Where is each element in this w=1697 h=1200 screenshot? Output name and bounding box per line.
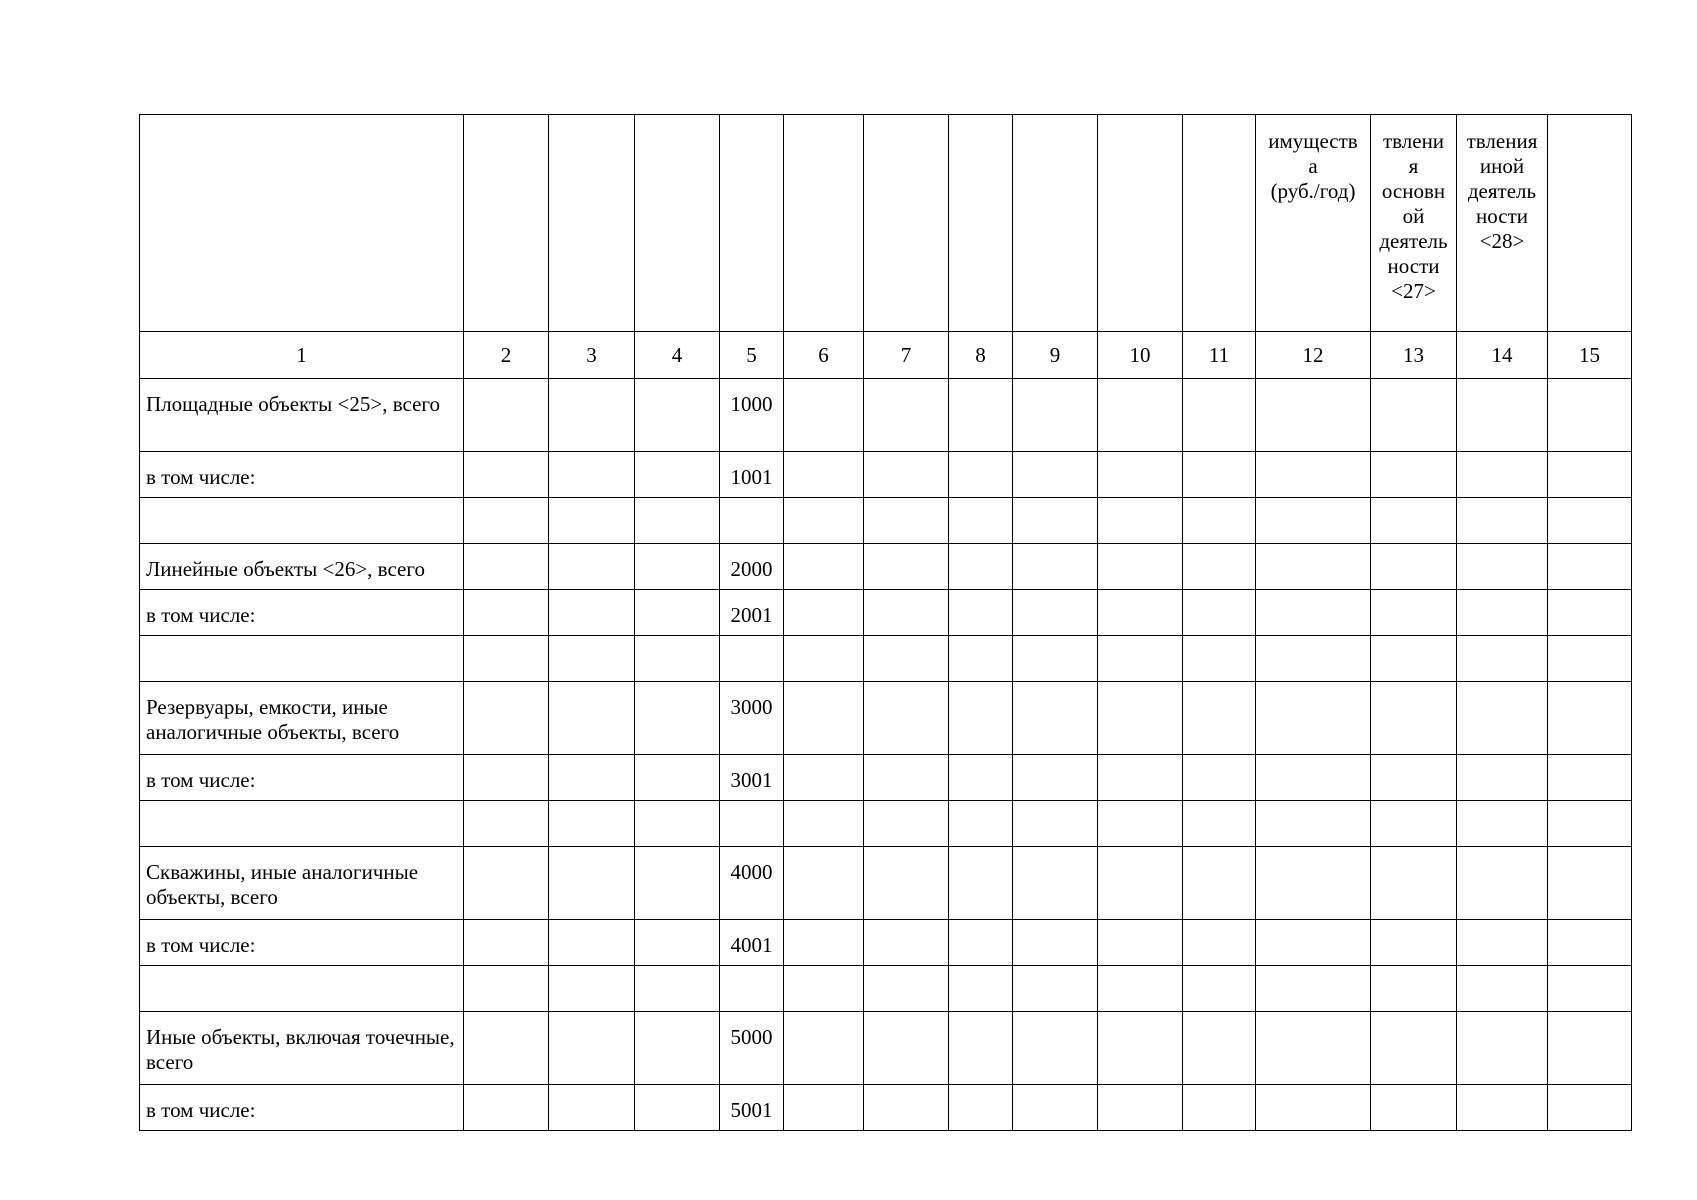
empty-cell xyxy=(635,1085,720,1131)
empty-cell xyxy=(1183,847,1256,920)
empty-cell xyxy=(635,636,720,682)
empty-cell xyxy=(549,1012,635,1085)
empty-cell xyxy=(1457,682,1548,755)
empty-cell xyxy=(1098,801,1183,847)
empty-cell xyxy=(1371,847,1457,920)
empty-cell xyxy=(1013,636,1098,682)
column-number: 13 xyxy=(1371,332,1457,379)
empty-cell xyxy=(1256,920,1371,966)
empty-cell xyxy=(1457,801,1548,847)
row-label: Резервуары, емкости, иные аналогичные объекты, всего xyxy=(140,682,464,755)
empty-cell xyxy=(1371,920,1457,966)
empty-cell xyxy=(1098,1085,1183,1131)
empty-cell xyxy=(549,801,635,847)
empty-cell xyxy=(1098,1012,1183,1085)
empty-cell xyxy=(1548,801,1632,847)
empty-cell xyxy=(1256,682,1371,755)
row-label xyxy=(140,966,464,1012)
empty-cell xyxy=(1548,1085,1632,1131)
empty-cell xyxy=(1548,636,1632,682)
row-label: Иные объекты, включая точечные, всего xyxy=(140,1012,464,1085)
row-code xyxy=(720,498,784,544)
header-cell-5 xyxy=(720,115,784,332)
empty-cell xyxy=(1548,1012,1632,1085)
empty-cell xyxy=(1457,544,1548,590)
empty-cell xyxy=(1457,452,1548,498)
column-number: 1 xyxy=(140,332,464,379)
empty-cell xyxy=(949,379,1013,452)
empty-cell xyxy=(864,379,949,452)
empty-cell xyxy=(1457,379,1548,452)
empty-cell xyxy=(464,379,549,452)
empty-cell xyxy=(1256,498,1371,544)
empty-cell xyxy=(549,1085,635,1131)
empty-cell xyxy=(784,379,864,452)
empty-cell xyxy=(864,966,949,1012)
empty-cell xyxy=(464,755,549,801)
column-number: 9 xyxy=(1013,332,1098,379)
empty-cell xyxy=(1371,755,1457,801)
empty-cell xyxy=(635,801,720,847)
column-number: 3 xyxy=(549,332,635,379)
empty-cell xyxy=(1256,755,1371,801)
empty-cell xyxy=(464,1085,549,1131)
empty-cell xyxy=(864,452,949,498)
empty-cell xyxy=(1548,379,1632,452)
empty-cell xyxy=(864,755,949,801)
empty-cell xyxy=(949,590,1013,636)
column-number: 6 xyxy=(784,332,864,379)
empty-cell xyxy=(1098,544,1183,590)
empty-cell xyxy=(864,920,949,966)
table-row xyxy=(140,1012,1632,1085)
empty-cell xyxy=(1371,379,1457,452)
empty-cell xyxy=(1548,452,1632,498)
empty-cell xyxy=(784,544,864,590)
empty-cell xyxy=(1256,1085,1371,1131)
objects-table xyxy=(139,114,1632,1131)
column-number-row xyxy=(140,332,1632,379)
empty-cell xyxy=(464,966,549,1012)
row-code xyxy=(720,636,784,682)
empty-cell xyxy=(1183,544,1256,590)
empty-cell xyxy=(635,966,720,1012)
empty-cell xyxy=(549,544,635,590)
empty-cell xyxy=(1371,636,1457,682)
empty-cell xyxy=(549,847,635,920)
empty-cell xyxy=(1371,801,1457,847)
empty-cell xyxy=(1256,966,1371,1012)
empty-cell xyxy=(464,682,549,755)
empty-cell xyxy=(464,452,549,498)
empty-cell xyxy=(949,1012,1013,1085)
empty-cell xyxy=(784,1012,864,1085)
row-code: 2000 xyxy=(720,544,784,590)
row-code: 5000 xyxy=(720,1012,784,1085)
row-code: 1001 xyxy=(720,452,784,498)
empty-cell xyxy=(1183,1085,1256,1131)
empty-cell xyxy=(949,755,1013,801)
header-cell-9 xyxy=(1013,115,1098,332)
empty-cell xyxy=(635,682,720,755)
empty-cell xyxy=(635,590,720,636)
empty-cell xyxy=(1371,1085,1457,1131)
empty-cell xyxy=(1013,498,1098,544)
empty-cell xyxy=(949,682,1013,755)
empty-cell xyxy=(1457,498,1548,544)
empty-cell xyxy=(1013,1085,1098,1131)
empty-cell xyxy=(864,636,949,682)
header-cell-12: имуществ а (руб./год) xyxy=(1256,115,1371,332)
row-code: 5001 xyxy=(720,1085,784,1131)
empty-cell xyxy=(1183,966,1256,1012)
empty-cell xyxy=(549,755,635,801)
empty-cell xyxy=(549,590,635,636)
empty-cell xyxy=(464,847,549,920)
empty-cell xyxy=(1371,590,1457,636)
empty-cell xyxy=(1183,590,1256,636)
empty-cell xyxy=(1256,544,1371,590)
empty-cell xyxy=(1457,847,1548,920)
empty-cell xyxy=(1457,755,1548,801)
table-row xyxy=(140,590,1632,636)
header-cell-4 xyxy=(635,115,720,332)
empty-cell xyxy=(949,920,1013,966)
empty-cell xyxy=(1098,498,1183,544)
row-label: в том числе: xyxy=(140,755,464,801)
empty-cell xyxy=(1457,636,1548,682)
table-row xyxy=(140,498,1632,544)
row-label: Скважины, иные аналогичные объекты, всего xyxy=(140,847,464,920)
empty-cell xyxy=(1457,590,1548,636)
empty-cell xyxy=(864,544,949,590)
empty-cell xyxy=(1457,1012,1548,1085)
empty-cell xyxy=(784,755,864,801)
empty-cell xyxy=(1098,755,1183,801)
empty-cell xyxy=(1013,966,1098,1012)
table-row xyxy=(140,682,1632,755)
header-row xyxy=(140,115,1632,332)
empty-cell xyxy=(1256,1012,1371,1085)
header-cell-3 xyxy=(549,115,635,332)
empty-cell xyxy=(1548,920,1632,966)
empty-cell xyxy=(949,636,1013,682)
empty-cell xyxy=(549,636,635,682)
empty-cell xyxy=(1183,1012,1256,1085)
header-cell-14: твления иной деятель ности <28> xyxy=(1457,115,1548,332)
row-label xyxy=(140,498,464,544)
table-row xyxy=(140,801,1632,847)
empty-cell xyxy=(549,379,635,452)
empty-cell xyxy=(1013,920,1098,966)
empty-cell xyxy=(1256,636,1371,682)
header-cell-11 xyxy=(1183,115,1256,332)
row-label: в том числе: xyxy=(140,1085,464,1131)
empty-cell xyxy=(784,920,864,966)
table-row xyxy=(140,755,1632,801)
empty-cell xyxy=(1371,498,1457,544)
empty-cell xyxy=(635,452,720,498)
empty-cell xyxy=(1256,452,1371,498)
empty-cell xyxy=(864,1085,949,1131)
empty-cell xyxy=(1183,682,1256,755)
empty-cell xyxy=(1548,847,1632,920)
empty-cell xyxy=(464,920,549,966)
empty-cell xyxy=(464,544,549,590)
empty-cell xyxy=(1371,544,1457,590)
empty-cell xyxy=(1098,920,1183,966)
column-number: 4 xyxy=(635,332,720,379)
empty-cell xyxy=(1548,498,1632,544)
empty-cell xyxy=(864,682,949,755)
empty-cell xyxy=(1371,682,1457,755)
empty-cell xyxy=(464,636,549,682)
empty-cell xyxy=(549,920,635,966)
empty-cell xyxy=(1013,755,1098,801)
header-cell-8 xyxy=(949,115,1013,332)
empty-cell xyxy=(864,1012,949,1085)
empty-cell xyxy=(635,847,720,920)
empty-cell xyxy=(464,498,549,544)
column-number: 8 xyxy=(949,332,1013,379)
table-row xyxy=(140,636,1632,682)
empty-cell xyxy=(949,452,1013,498)
header-cell-15 xyxy=(1548,115,1632,332)
empty-cell xyxy=(784,498,864,544)
table-row xyxy=(140,544,1632,590)
empty-cell xyxy=(1183,755,1256,801)
empty-cell xyxy=(1371,966,1457,1012)
row-label: в том числе: xyxy=(140,920,464,966)
table-row xyxy=(140,847,1632,920)
empty-cell xyxy=(864,801,949,847)
column-number: 15 xyxy=(1548,332,1632,379)
empty-cell xyxy=(549,682,635,755)
empty-cell xyxy=(864,847,949,920)
empty-cell xyxy=(1457,966,1548,1012)
empty-cell xyxy=(1371,452,1457,498)
empty-cell xyxy=(635,920,720,966)
empty-cell xyxy=(635,498,720,544)
header-cell-1 xyxy=(140,115,464,332)
empty-cell xyxy=(784,590,864,636)
empty-cell xyxy=(549,498,635,544)
empty-cell xyxy=(864,498,949,544)
empty-cell xyxy=(464,801,549,847)
empty-cell xyxy=(784,452,864,498)
empty-cell xyxy=(1013,544,1098,590)
empty-cell xyxy=(1256,801,1371,847)
empty-cell xyxy=(1256,590,1371,636)
row-code: 4001 xyxy=(720,920,784,966)
empty-cell xyxy=(784,966,864,1012)
empty-cell xyxy=(1013,379,1098,452)
empty-cell xyxy=(949,966,1013,1012)
empty-cell xyxy=(1548,590,1632,636)
header-cell-13: твлени я основн ой деятель ности <27> xyxy=(1371,115,1457,332)
row-label: в том числе: xyxy=(140,452,464,498)
table-row xyxy=(140,452,1632,498)
empty-cell xyxy=(1548,682,1632,755)
table-body xyxy=(140,379,1632,1131)
column-number: 5 xyxy=(720,332,784,379)
empty-cell xyxy=(1256,379,1371,452)
empty-cell xyxy=(1371,1012,1457,1085)
empty-cell xyxy=(784,847,864,920)
empty-cell xyxy=(635,755,720,801)
empty-cell xyxy=(1457,1085,1548,1131)
empty-cell xyxy=(1098,966,1183,1012)
header-cell-6 xyxy=(784,115,864,332)
empty-cell xyxy=(1183,379,1256,452)
empty-cell xyxy=(1098,636,1183,682)
empty-cell xyxy=(635,1012,720,1085)
empty-cell xyxy=(1548,544,1632,590)
row-code xyxy=(720,966,784,1012)
table-row xyxy=(140,920,1632,966)
empty-cell xyxy=(1183,636,1256,682)
column-number: 2 xyxy=(464,332,549,379)
row-code: 3000 xyxy=(720,682,784,755)
empty-cell xyxy=(949,498,1013,544)
empty-cell xyxy=(784,636,864,682)
empty-cell xyxy=(635,544,720,590)
row-label: Линейные объекты <26>, всего xyxy=(140,544,464,590)
empty-cell xyxy=(1013,847,1098,920)
empty-cell xyxy=(1098,379,1183,452)
empty-cell xyxy=(1457,920,1548,966)
empty-cell xyxy=(949,1085,1013,1131)
row-code: 1000 xyxy=(720,379,784,452)
row-label: в том числе: xyxy=(140,590,464,636)
empty-cell xyxy=(1183,498,1256,544)
empty-cell xyxy=(549,966,635,1012)
row-label xyxy=(140,801,464,847)
empty-cell xyxy=(949,544,1013,590)
empty-cell xyxy=(464,590,549,636)
empty-cell xyxy=(1013,452,1098,498)
empty-cell xyxy=(1183,801,1256,847)
empty-cell xyxy=(1013,590,1098,636)
empty-cell xyxy=(1548,966,1632,1012)
empty-cell xyxy=(1013,682,1098,755)
row-code: 4000 xyxy=(720,847,784,920)
empty-cell xyxy=(1256,847,1371,920)
empty-cell xyxy=(549,452,635,498)
empty-cell xyxy=(1183,920,1256,966)
table-row xyxy=(140,966,1632,1012)
empty-cell xyxy=(1548,755,1632,801)
empty-cell xyxy=(949,801,1013,847)
empty-cell xyxy=(784,682,864,755)
empty-cell xyxy=(1183,452,1256,498)
table-row xyxy=(140,379,1632,452)
empty-cell xyxy=(784,801,864,847)
column-number: 11 xyxy=(1183,332,1256,379)
column-number: 10 xyxy=(1098,332,1183,379)
empty-cell xyxy=(1013,1012,1098,1085)
empty-cell xyxy=(1098,682,1183,755)
row-label: Площадные объекты <25>, всего xyxy=(140,379,464,452)
empty-cell xyxy=(1098,590,1183,636)
empty-cell xyxy=(635,379,720,452)
row-code: 2001 xyxy=(720,590,784,636)
row-code: 3001 xyxy=(720,755,784,801)
header-cell-10 xyxy=(1098,115,1183,332)
empty-cell xyxy=(464,1012,549,1085)
table-row xyxy=(140,1085,1632,1131)
column-number: 7 xyxy=(864,332,949,379)
empty-cell xyxy=(864,590,949,636)
empty-cell xyxy=(949,847,1013,920)
row-code xyxy=(720,801,784,847)
empty-cell xyxy=(1098,847,1183,920)
column-number: 12 xyxy=(1256,332,1371,379)
header-cell-7 xyxy=(864,115,949,332)
column-number: 14 xyxy=(1457,332,1548,379)
row-label xyxy=(140,636,464,682)
header-cell-2 xyxy=(464,115,549,332)
empty-cell xyxy=(1013,801,1098,847)
empty-cell xyxy=(784,1085,864,1131)
empty-cell xyxy=(1098,452,1183,498)
